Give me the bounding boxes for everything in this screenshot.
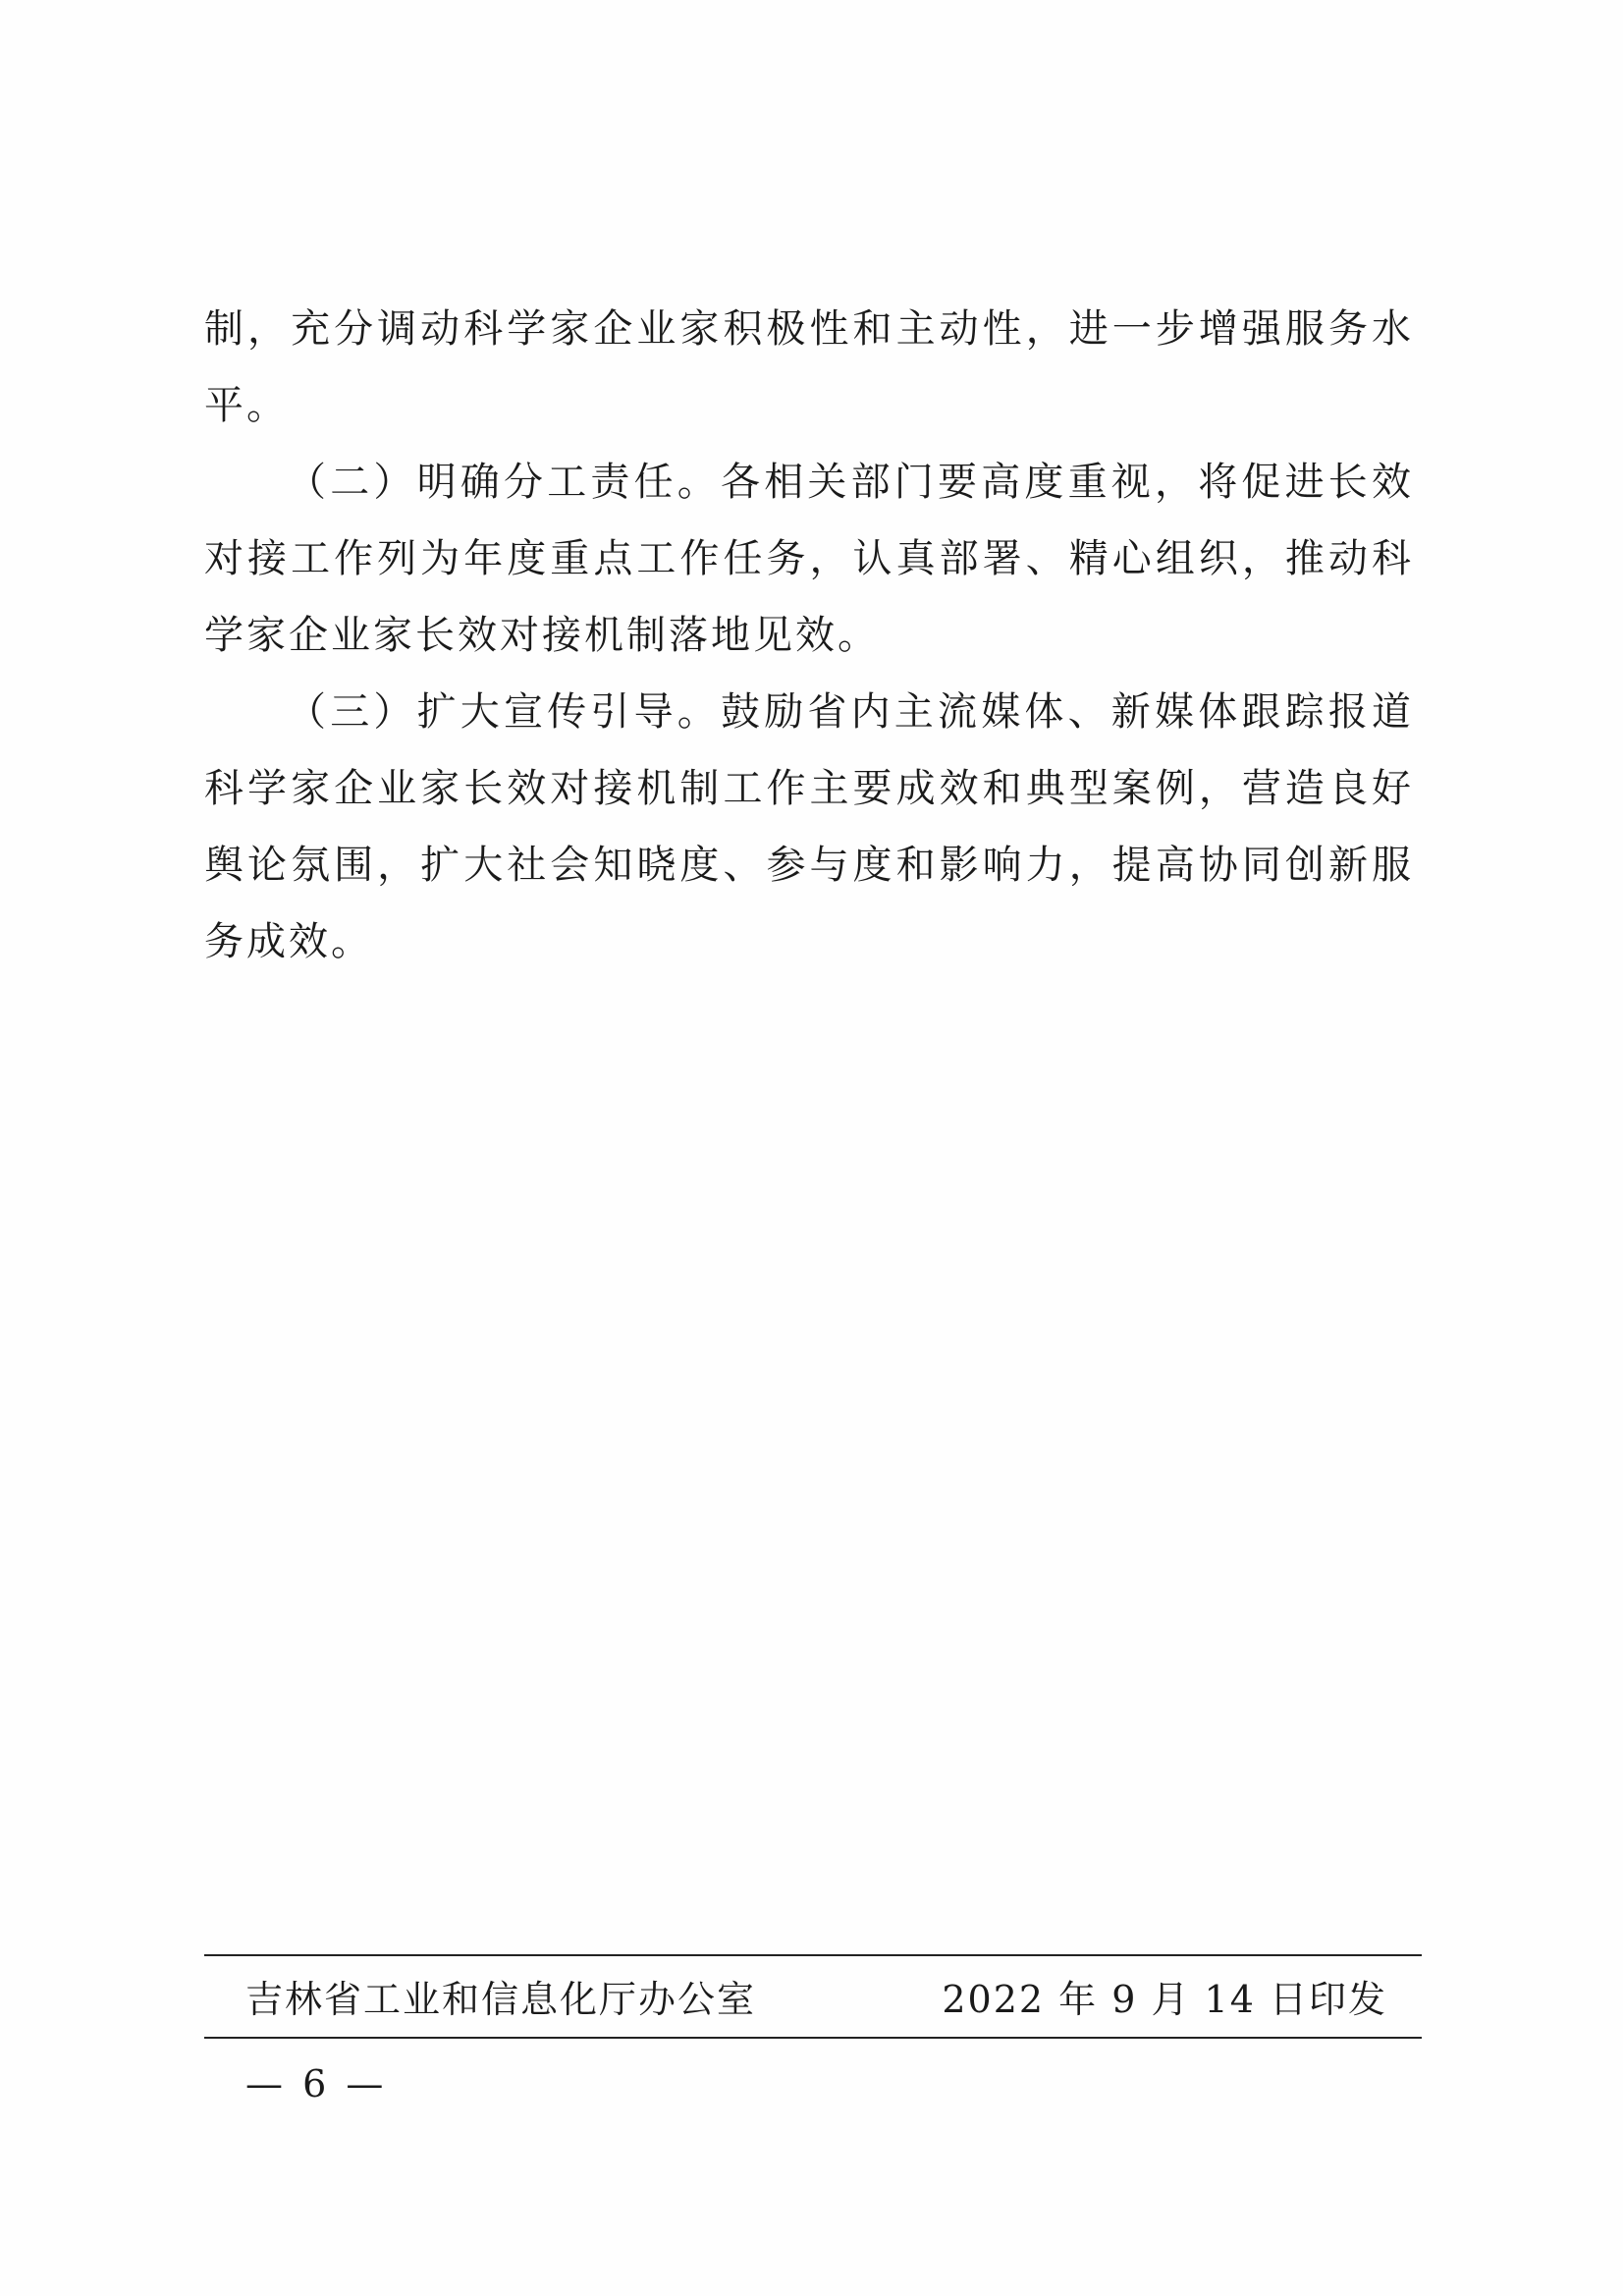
issue-date: 2022 年 9 月 14 日印发 [942, 1978, 1387, 2021]
footer-bottom-rule [204, 2037, 1422, 2039]
issuer-name: 吉林省工业和信息化厅办公室 [245, 1978, 757, 2021]
paragraph-continuation: 制，充分调动科学家企业家积极性和主动性，进一步增强服务水平。 [204, 306, 1414, 428]
footer-top-rule [204, 1954, 1422, 1956]
paragraph-expand-publicity: （三）扩大宣传引导。鼓励省内主流媒体、新媒体跟踪报道科学家企业家长效对接机制工作主要成效和典型案例，营造良好舆论氛围，扩大社会知晓度、参与度和影响力，提高协同创新服务成效。 [204, 689, 1414, 964]
paragraph-clarify-responsibilities: （二）明确分工责任。各相关部门要高度重视，将促进长效对接工作列为年度重点工作任务，认真部署、精心组织，推动科学家企业家长效对接机制落地见效。 [204, 460, 1414, 658]
body-text [204, 291, 1414, 980]
page-number: — 6 — [245, 2062, 388, 2105]
